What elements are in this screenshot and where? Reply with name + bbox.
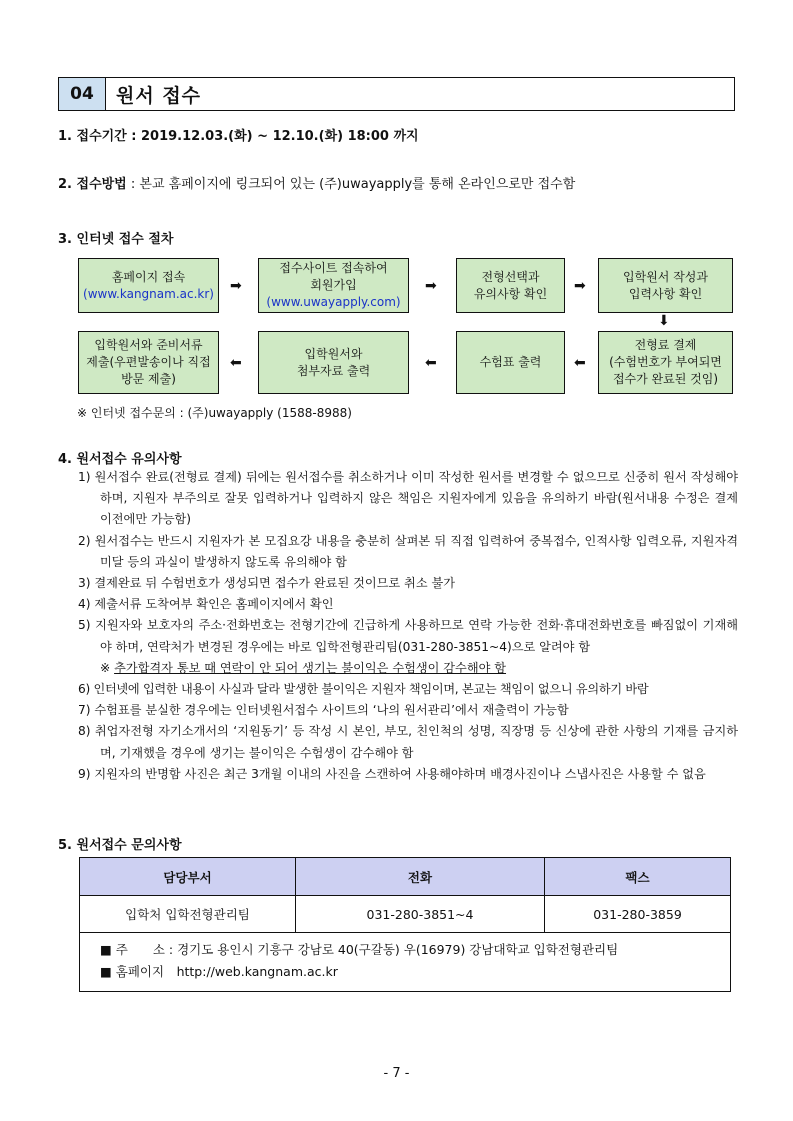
section-title: 원서 접수 bbox=[116, 84, 202, 107]
department-cell: 입학처 입학전형관리팀 bbox=[80, 896, 296, 933]
cautions-list bbox=[78, 467, 738, 785]
flow-step-text: 입학원서 작성과 bbox=[623, 269, 708, 284]
list-item: 6) 인터넷에 입력한 내용이 사실과 달라 발생한 불이익은 지원자 책임이며, 본교는 책임이 없으니 유의하기 바람 bbox=[78, 682, 649, 697]
fax-cell: 031-280-3859 bbox=[545, 896, 731, 933]
flow-step-text: 접수가 완료된 것임) bbox=[612, 372, 719, 386]
method-label: 2. 접수방법 bbox=[58, 177, 127, 192]
arrow-left-icon: ⬅ bbox=[230, 355, 242, 371]
table-header-row bbox=[80, 858, 731, 896]
column-header: 담당부서 bbox=[80, 858, 296, 896]
arrow-right-icon: ➡ bbox=[574, 278, 586, 294]
homepage-line[interactable]: ■ 홈페이지 http://web.kangnam.ac.kr bbox=[100, 964, 338, 979]
contact-table bbox=[79, 857, 731, 992]
flow-step-text: 회원가입 bbox=[310, 278, 357, 292]
flow-step-text: 입학원서와 준비서류 bbox=[94, 338, 203, 352]
procedure-heading: 3. 인터넷 접수 절차 bbox=[58, 232, 174, 247]
phone-cell: 031-280-3851~4 bbox=[296, 896, 545, 933]
list-item-text: 5) 지원자와 보호자의 주소·전화번호는 전형기간에 긴급하게 사용하므로 연락 가능한 전화·휴대전화번호를 빠짐없이 기재해야 하며, 연락처가 변경된 경우에는 바로 입학전형관리팀(031-280-3851~4)으로 알려야 함 bbox=[78, 618, 738, 654]
flow-step-homepage bbox=[78, 258, 219, 313]
table-row bbox=[80, 933, 731, 992]
flow-step-text: 전형선택과 bbox=[481, 269, 540, 284]
section-header bbox=[58, 77, 735, 111]
list-item: 3) 결제완료 뒤 수험번호가 생성되면 접수가 완료된 것이므로 취소 불가 bbox=[78, 576, 456, 591]
procedure-note: ※ 인터넷 접수문의 : (주)uwayapply (1588-8988) bbox=[77, 406, 352, 420]
method-value: : 본교 홈페이지에 링크되어 있는 (주)uwayapply를 통해 온라인으로만 접수함 bbox=[126, 177, 576, 192]
flow-step-text: 전형료 결제 bbox=[634, 338, 697, 352]
flow-step-print-docs bbox=[258, 331, 409, 394]
flow-step-text: 수험표 출력 bbox=[479, 355, 542, 369]
contact-info-cell bbox=[80, 933, 731, 992]
list-item-note bbox=[100, 658, 738, 679]
flow-step-text: 제출(우편발송이나 직접 bbox=[86, 355, 211, 369]
application-method bbox=[58, 173, 575, 192]
arrow-down-icon: ⬇ bbox=[658, 313, 670, 329]
flow-step-text: 접수사이트 접속하여 bbox=[279, 261, 388, 275]
flow-step-text: 방문 제출) bbox=[121, 372, 176, 386]
cautions-heading: 4. 원서접수 유의사항 bbox=[58, 452, 182, 467]
flow-step-submit bbox=[78, 331, 219, 394]
address-line: ■ 주 소 : 경기도 용인시 기흥구 강남로 40(구갈동) 우(16979) 강남대학교 입학전형관리팀 bbox=[100, 942, 619, 957]
arrow-right-icon: ➡ bbox=[425, 278, 437, 294]
arrow-left-icon: ⬅ bbox=[425, 355, 437, 371]
homepage-link[interactable]: (www.kangnam.ac.kr) bbox=[83, 286, 214, 301]
uwayapply-link[interactable]: (www.uwayapply.com) bbox=[266, 295, 401, 309]
application-period bbox=[58, 125, 419, 144]
note-prefix: ※ bbox=[100, 660, 115, 675]
list-item: 9) 지원자의 반명함 사진은 최근 3개월 이내의 사진을 스캔하여 사용해야하며 배경사진이나 스냅사진은 사용할 수 없음 bbox=[78, 766, 706, 781]
table-row bbox=[80, 896, 731, 933]
note-text: 추가합격자 통보 때 연락이 안 되어 생기는 불이익은 수험생이 감수해야 함 bbox=[114, 660, 507, 675]
flow-step-payment bbox=[598, 331, 733, 394]
flow-step-text: 입학원서와 bbox=[304, 346, 363, 361]
flow-step-select bbox=[456, 258, 565, 313]
page-number: - 7 - bbox=[383, 1066, 410, 1081]
arrow-right-icon: ➡ bbox=[230, 278, 242, 294]
list-item: 4) 제출서류 도착여부 확인은 홈페이지에서 확인 bbox=[78, 597, 334, 612]
flow-step-signup bbox=[258, 258, 409, 313]
period-label: 1. 접수기간 : bbox=[58, 129, 141, 144]
flow-step-text: 첨부자료 출력 bbox=[296, 363, 371, 378]
flow-step-print-ticket bbox=[456, 331, 565, 394]
flow-step-write bbox=[598, 258, 733, 313]
list-item: 1) 원서접수 완료(전형료 결제) 뒤에는 원서접수를 취소하거나 이미 작성한 원서를 변경할 수 없으므로 신중히 원서 작성해야 하며, 지원자 부주의로 잘못 입력하거나 입력하지 않은 책임은 지원자에게 있음을 유의하기 바람(원서내용 수정은 결제 이전에만 가능함) bbox=[78, 470, 738, 527]
section-number: 04 bbox=[59, 78, 106, 110]
inquiry-heading: 5. 원서접수 문의사항 bbox=[58, 838, 182, 853]
list-item bbox=[78, 615, 738, 679]
arrow-left-icon: ⬅ bbox=[574, 355, 586, 371]
column-header: 전화 bbox=[296, 858, 545, 896]
list-item: 2) 원서접수는 반드시 지원자가 본 모집요강 내용을 충분히 살펴본 뒤 직접 입력하여 중복접수, 인적사항 입력오류, 지원자격 미달 등의 과실이 발생하지 않도록 유의해야 함 bbox=[78, 533, 738, 569]
flow-step-text: 유의사항 확인 bbox=[473, 286, 548, 301]
flow-step-text: 입력사항 확인 bbox=[628, 286, 703, 301]
flow-step-text: 홈페이지 접속 bbox=[111, 269, 186, 284]
list-item: 8) 취업자전형 자기소개서의 ‘지원동기’ 등 작성 시 본인, 부모, 친인척의 성명, 직장명 등 신상에 관한 사항의 기재를 금지하며, 기재했을 경우에 생기는 불이익은 수험생이 감수해야 함 bbox=[78, 724, 738, 760]
list-item: 7) 수험표를 분실한 경우에는 인터넷원서접수 사이트의 ‘나의 원서관리’에서 재출력이 가능함 bbox=[78, 703, 569, 718]
flow-step-text: (수험번호가 부여되면 bbox=[609, 355, 722, 369]
column-header: 팩스 bbox=[545, 858, 731, 896]
period-value: 2019.12.03.(화) ~ 12.10.(화) 18:00 까지 bbox=[141, 129, 419, 144]
